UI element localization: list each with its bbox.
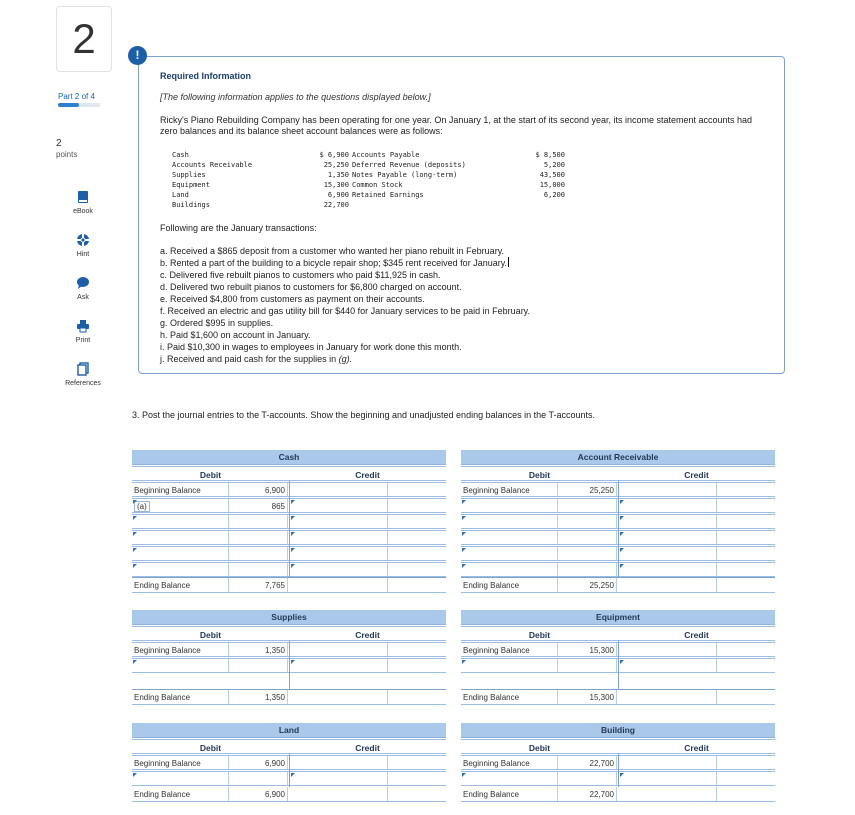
credit-name-input[interactable] xyxy=(619,772,717,785)
credit-name-input[interactable] xyxy=(290,547,388,560)
ending-row xyxy=(461,787,775,802)
credit-amount-input[interactable] xyxy=(389,483,446,496)
debit-label: Debit xyxy=(528,743,551,753)
t-account-divider xyxy=(289,481,290,578)
question-number: 2 xyxy=(56,6,112,72)
beginning-amount[interactable]: 6,900 xyxy=(230,483,288,496)
entry-ref-field[interactable]: (a) xyxy=(134,501,150,512)
ending-label: Ending Balance xyxy=(132,578,229,592)
ebook-button[interactable] xyxy=(50,190,116,215)
t-account-title: Land xyxy=(278,725,300,735)
hint-label: Hint xyxy=(76,251,90,258)
ask-button[interactable] xyxy=(50,276,116,301)
t-account-title: Supplies xyxy=(271,612,307,622)
transaction-text: j. Received and paid cash for the supplies in xyxy=(160,354,339,364)
alert-icon: ! xyxy=(128,46,147,65)
transaction-item: c. Delivered five rebuilt pianos to customers who paid $11,925 in cash. xyxy=(160,270,441,280)
debit-amount-input[interactable]: 865 xyxy=(230,499,288,512)
credit-ending-amount xyxy=(389,690,446,704)
debit-label: Debit xyxy=(199,630,222,640)
balance-right-names: Accounts Payable Deferred Revenue (deposits) Notes Payable (long-term) Common Stock Retained Earnings xyxy=(352,151,466,199)
part-progress-fill xyxy=(58,103,79,107)
debit-name-input[interactable] xyxy=(461,499,558,512)
credit-amount-input[interactable] xyxy=(389,659,446,672)
credit-name-input[interactable] xyxy=(290,499,388,512)
credit-name-input[interactable] xyxy=(290,563,388,576)
credit-name-input[interactable] xyxy=(290,483,388,496)
points-label: points xyxy=(56,150,78,159)
credit-label: Credit xyxy=(684,470,709,480)
credit-label: Credit xyxy=(355,630,380,640)
debit-amount-input[interactable] xyxy=(559,563,617,576)
t-account-divider xyxy=(289,754,290,787)
t-account-divider xyxy=(618,481,619,578)
debit-amount-input[interactable] xyxy=(559,499,617,512)
credit-amount-input[interactable] xyxy=(389,772,446,785)
t-account-title: Equipment xyxy=(596,612,640,622)
points-value: 2 xyxy=(56,138,62,149)
ending-label: Ending Balance xyxy=(461,578,558,592)
ending-label: Ending Balance xyxy=(461,690,558,704)
debit-credit-header xyxy=(461,739,775,754)
credit-amount-input[interactable] xyxy=(718,531,775,544)
t-account-building xyxy=(461,723,775,815)
transaction-item: d. Delivered two rebuilt pianos to customers for $6,800 charged on account. xyxy=(160,282,462,292)
ending-row xyxy=(461,578,775,593)
debit-amount-input[interactable] xyxy=(230,515,288,528)
part-progress-bar xyxy=(58,103,100,107)
debit-credit-header xyxy=(132,466,446,481)
points-block xyxy=(56,138,77,160)
debit-amount-input[interactable] xyxy=(230,547,288,560)
credit-name-input[interactable] xyxy=(619,499,717,512)
beginning-amount[interactable]: 15,300 xyxy=(559,643,617,656)
credit-name-input[interactable] xyxy=(619,563,717,576)
ebook-label: eBook xyxy=(73,208,93,215)
credit-amount-input[interactable] xyxy=(718,756,775,769)
ask-label: Ask xyxy=(77,294,89,301)
debit-name-input[interactable] xyxy=(461,547,558,560)
ending-row xyxy=(132,787,446,802)
debit-name-input[interactable] xyxy=(132,772,229,785)
ending-row xyxy=(132,690,446,705)
ending-amount: 15,300 xyxy=(559,690,617,704)
credit-ending-amount xyxy=(389,787,446,801)
ebook-icon xyxy=(76,190,90,204)
credit-amount-input[interactable] xyxy=(389,515,446,528)
debit-credit-header xyxy=(461,466,775,481)
credit-label: Credit xyxy=(355,743,380,753)
credit-name-input[interactable] xyxy=(290,756,388,769)
credit-label: Credit xyxy=(355,470,380,480)
credit-ending-cell xyxy=(619,578,717,592)
required-info-subtitle: [The following information applies to the questions displayed below.] xyxy=(160,92,431,102)
ending-amount: 1,350 xyxy=(230,690,288,704)
print-button[interactable] xyxy=(50,319,116,344)
ending-amount: 7,765 xyxy=(230,578,288,592)
beginning-amount[interactable]: 6,900 xyxy=(230,756,288,769)
credit-name-input[interactable] xyxy=(619,659,717,672)
debit-label: Debit xyxy=(199,743,222,753)
t-account-divider xyxy=(289,641,290,690)
debit-amount-input[interactable] xyxy=(230,531,288,544)
credit-amount-input[interactable] xyxy=(389,756,446,769)
credit-amount-input[interactable] xyxy=(389,531,446,544)
debit-amount-input[interactable] xyxy=(559,772,617,785)
transaction-item: h. Paid $1,600 on account in January. xyxy=(160,330,311,340)
transaction-item: e. Received $4,800 from customers as payment on their accounts. xyxy=(160,294,425,304)
t-account-cash xyxy=(132,450,446,595)
text-cursor xyxy=(508,257,509,267)
print-icon xyxy=(76,319,90,333)
debit-credit-header xyxy=(132,626,446,641)
balance-left-values: $ 6,900 25,250 1,350 15,300 6,900 22,700 xyxy=(319,151,349,209)
transaction-text: b. Rented a part of the building to a bicycle repair shop; $345 rent received for January. xyxy=(160,258,508,268)
credit-name-input[interactable] xyxy=(619,547,717,560)
credit-amount-input[interactable] xyxy=(718,563,775,576)
debit-name-input[interactable] xyxy=(132,563,229,576)
ending-label: Ending Balance xyxy=(132,787,229,801)
credit-name-input[interactable] xyxy=(290,531,388,544)
debit-amount-input[interactable] xyxy=(230,659,288,672)
debit-name-input[interactable] xyxy=(461,563,558,576)
transaction-item: g. Ordered $995 in supplies. xyxy=(160,318,274,328)
debit-label: Debit xyxy=(528,470,551,480)
debit-credit-header xyxy=(132,739,446,754)
credit-ending-cell xyxy=(619,690,717,704)
credit-ending-cell xyxy=(290,690,388,704)
credit-amount-input[interactable] xyxy=(718,515,775,528)
credit-amount-input[interactable] xyxy=(718,483,775,496)
credit-name-input[interactable] xyxy=(619,531,717,544)
hint-button[interactable] xyxy=(50,233,116,258)
credit-ending-amount xyxy=(389,578,446,592)
ask-icon xyxy=(76,276,90,290)
credit-amount-input[interactable] xyxy=(718,659,775,672)
debit-name-input[interactable] xyxy=(461,515,558,528)
t-account-supplies xyxy=(132,610,446,707)
credit-ending-cell xyxy=(290,787,388,801)
beginning-label: Beginning Balance xyxy=(461,756,558,769)
question-prompt: 3. Post the journal entries to the T-accounts. Show the beginning and unadjusted ending balances in the T-accounts. xyxy=(132,410,595,420)
debit-amount-input[interactable] xyxy=(559,515,617,528)
credit-name-input[interactable] xyxy=(619,483,717,496)
beginning-label: Beginning Balance xyxy=(132,643,229,656)
debit-label: Debit xyxy=(199,470,222,480)
transaction-item: i. Paid $10,300 in wages to employees in January for work done this month. xyxy=(160,342,462,352)
transaction-ref: (g). xyxy=(338,354,353,364)
debit-name-input[interactable] xyxy=(461,772,558,785)
ending-amount: 25,250 xyxy=(559,578,617,592)
references-button[interactable] xyxy=(50,362,116,387)
debit-name-input[interactable] xyxy=(132,515,229,528)
ending-amount: 22,700 xyxy=(559,787,617,801)
transactions-heading: Following are the January transactions: xyxy=(160,223,317,233)
t-account-divider xyxy=(618,754,619,787)
t-account-title: Building xyxy=(601,725,635,735)
print-label: Print xyxy=(75,337,91,344)
credit-ending-amount xyxy=(718,578,775,592)
beginning-label: Beginning Balance xyxy=(132,756,229,769)
credit-ending-cell xyxy=(619,787,717,801)
balance-right-values: $ 8,500 5,200 43,500 15,000 6,200 xyxy=(535,151,565,199)
part-indicator: Part 2 of 4 xyxy=(58,92,95,101)
credit-amount-input[interactable] xyxy=(389,563,446,576)
ending-amount: 6,900 xyxy=(230,787,288,801)
references-label: References xyxy=(65,380,101,387)
transaction-item: f. Received an electric and gas utility bill for $440 for January services to be paid in February. xyxy=(160,306,531,316)
ending-label: Ending Balance xyxy=(461,787,558,801)
credit-amount-input[interactable] xyxy=(718,772,775,785)
transaction-item xyxy=(160,353,530,365)
debit-name-input[interactable] xyxy=(132,531,229,544)
credit-ending-amount xyxy=(718,690,775,704)
hint-icon xyxy=(76,233,90,247)
credit-name-input[interactable] xyxy=(290,515,388,528)
credit-amount-input[interactable] xyxy=(718,643,775,656)
debit-name-input[interactable] xyxy=(132,499,229,512)
credit-amount-input[interactable] xyxy=(389,643,446,656)
beginning-amount[interactable]: 22,700 xyxy=(559,756,617,769)
transaction-item: a. Received a $865 deposit from a customer who wanted her piano rebuilt in February. xyxy=(160,246,505,256)
ending-label: Ending Balance xyxy=(132,690,229,704)
debit-amount-input[interactable] xyxy=(230,563,288,576)
required-info-title: Required Information xyxy=(160,71,252,81)
debit-amount-input[interactable] xyxy=(230,772,288,785)
t-account-accounts-receivable xyxy=(461,450,775,595)
debit-amount-input[interactable] xyxy=(559,531,617,544)
t-account-title: Account Receivable xyxy=(577,452,659,462)
references-icon xyxy=(76,362,90,376)
transaction-list xyxy=(160,245,530,365)
debit-name-input[interactable] xyxy=(132,659,229,672)
credit-label: Credit xyxy=(684,743,709,753)
beginning-amount[interactable]: 25,250 xyxy=(559,483,617,496)
debit-credit-header xyxy=(461,626,775,641)
credit-name-input[interactable] xyxy=(290,643,388,656)
balance-left-names: Cash Accounts Receivable Supplies Equipment Land Buildings xyxy=(172,151,253,209)
credit-name-input[interactable] xyxy=(290,772,388,785)
debit-amount-input[interactable] xyxy=(559,547,617,560)
credit-name-input[interactable] xyxy=(619,756,717,769)
credit-amount-input[interactable] xyxy=(718,547,775,560)
credit-ending-cell xyxy=(290,578,388,592)
debit-name-input[interactable] xyxy=(461,531,558,544)
intro-paragraph: Ricky's Piano Rebuilding Company has been operating for one year. On January 1, at the start of its second year, its income statement accounts had zero balances and its balance sheet account balances were as follows: xyxy=(160,115,753,136)
credit-name-input[interactable] xyxy=(619,515,717,528)
ending-row xyxy=(132,578,446,593)
t-account-divider xyxy=(618,641,619,690)
credit-amount-input[interactable] xyxy=(389,547,446,560)
debit-name-input[interactable] xyxy=(132,547,229,560)
transaction-item xyxy=(160,257,530,269)
t-account-equipment xyxy=(461,610,775,707)
t-account-title: Cash xyxy=(278,452,300,462)
beginning-amount[interactable]: 1,350 xyxy=(230,643,288,656)
beginning-label: Beginning Balance xyxy=(132,483,229,496)
beginning-label: Beginning Balance xyxy=(461,643,558,656)
debit-name-input[interactable] xyxy=(461,659,558,672)
debit-amount-input[interactable] xyxy=(559,659,617,672)
credit-name-input[interactable] xyxy=(290,659,388,672)
credit-amount-input[interactable] xyxy=(389,499,446,512)
credit-ending-amount xyxy=(718,787,775,801)
debit-label: Debit xyxy=(528,630,551,640)
ending-row xyxy=(461,690,775,705)
t-account-land xyxy=(132,723,446,815)
credit-name-input[interactable] xyxy=(619,643,717,656)
credit-label: Credit xyxy=(684,630,709,640)
credit-amount-input[interactable] xyxy=(718,499,775,512)
beginning-label: Beginning Balance xyxy=(461,483,558,496)
